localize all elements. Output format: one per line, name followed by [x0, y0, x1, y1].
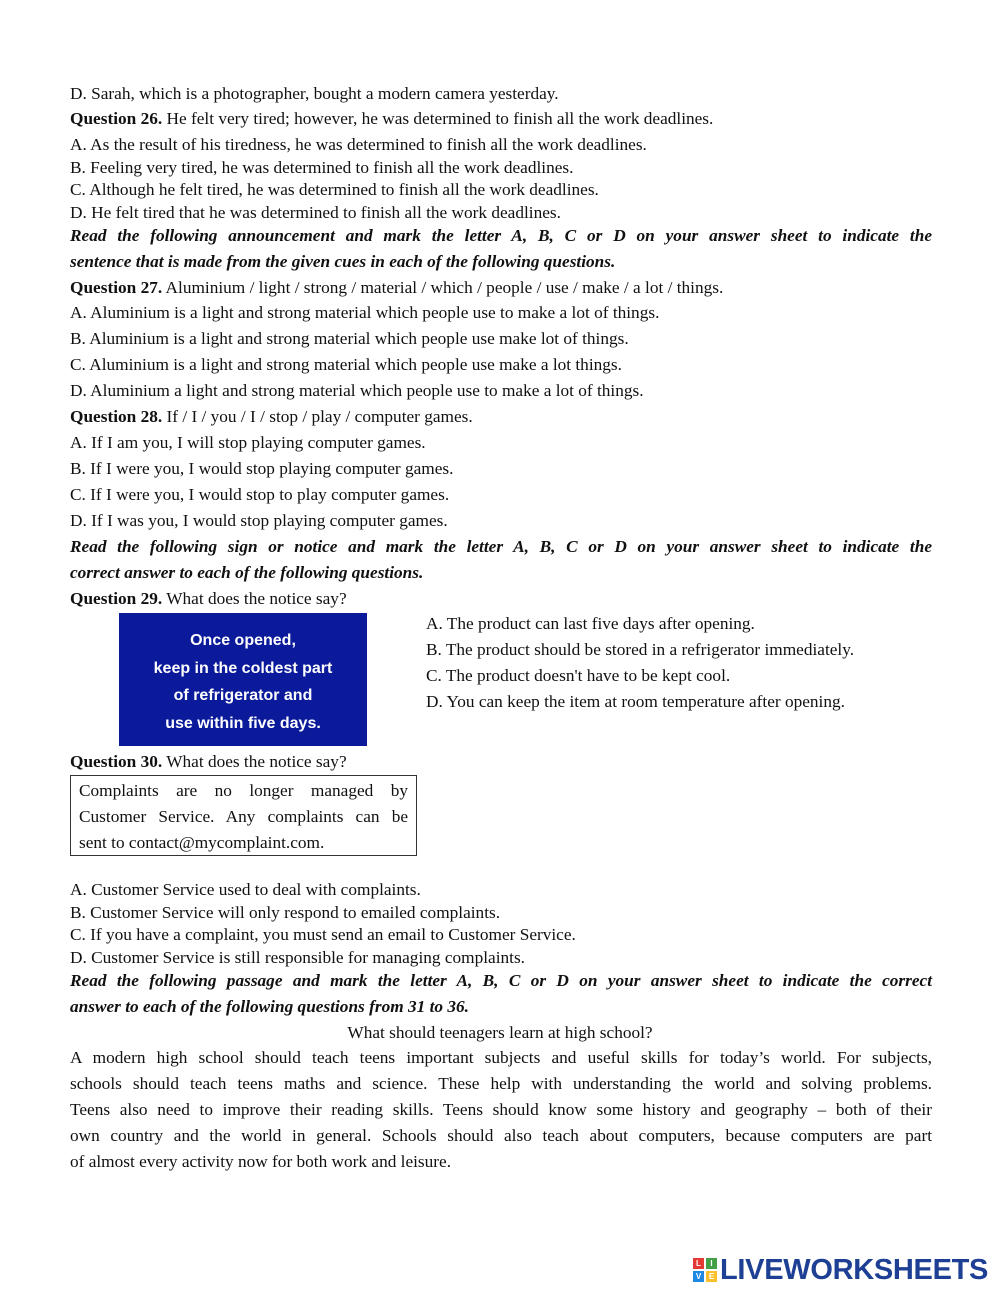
instruction-2-line-2: correct answer to each of the following questions.	[70, 563, 424, 582]
logo-cube-letter: E	[706, 1271, 717, 1282]
q28-option-a: A. If I am you, I will stop playing computer games.	[70, 433, 426, 452]
q25-option-d: D. Sarah, which is a photographer, bought a modern camera yesterday.	[70, 84, 559, 103]
q30-option-a: A. Customer Service used to deal with complaints.	[70, 880, 421, 899]
notice-line: use within five days.	[165, 714, 321, 732]
notice-line: Complaints are no longer managed by	[79, 781, 408, 800]
passage-title: What should teenagers learn at high school?	[347, 1023, 653, 1042]
q28-prompt: Question 28. If / I / you / I / stop / play / computer games.	[70, 407, 473, 426]
notice-line: of refrigerator and	[173, 687, 313, 704]
instruction-3-line-2: answer to each of the following questions from 31 to 36.	[70, 997, 469, 1016]
q28-label: Question 28.	[70, 407, 163, 426]
q28-option-c: C. If I were you, I would stop to play computer games.	[70, 485, 450, 504]
q27-prompt: Question 27. Aluminium / light / strong / material / which / people / use / make / a lot / things.	[70, 278, 724, 297]
liveworksheets-logo[interactable]	[693, 1255, 988, 1285]
q27-option-a: A. Aluminium is a light and strong material which people use to make a lot of things.	[70, 303, 660, 322]
q28-option-b: B. If I were you, I would stop playing computer games.	[70, 459, 454, 478]
q29-option-a: A. The product can last five days after opening.	[426, 614, 755, 633]
q30-notice-box	[70, 775, 417, 856]
q29-option-d: D. You can keep the item at room temperature after opening.	[426, 692, 845, 711]
q26-label: Question 26.	[70, 109, 163, 128]
passage-body	[70, 1045, 932, 1175]
instruction-1-line-2: sentence that is made from the given cues in each of the following questions.	[70, 252, 616, 271]
q29-prompt: Question 29. What does the notice say?	[70, 589, 347, 608]
q30-option-d: D. Customer Service is still responsible for managing complaints.	[70, 948, 525, 967]
q26-option-b: B. Feeling very tired, he was determined to finish all the work deadlines.	[70, 158, 574, 177]
notice-line: Once opened,	[190, 632, 296, 649]
logo-cube-letter: I	[706, 1258, 717, 1269]
q30-option-b: B. Customer Service will only respond to emailed complaints.	[70, 903, 501, 922]
q30-prompt: Question 30. What does the notice say?	[70, 752, 347, 771]
notice-line: keep in the coldest part	[153, 659, 333, 677]
instruction-2-line-1: Read the following sign or notice and mark the letter A, B, C or D on your answer sheet to indicate the	[70, 537, 932, 556]
logo-cube-icon	[693, 1258, 717, 1282]
logo-text: LIVEWORKSHEETS	[720, 1254, 989, 1286]
logo-cube-letter: V	[693, 1271, 704, 1282]
q29-notice-sign	[119, 613, 367, 746]
q27-option-d: D. Aluminium a light and strong material which people use to make a lot of things.	[70, 381, 644, 400]
passage-line: Teens also need to improve their reading skills. Teens should know some history and geography – both of their	[70, 1100, 932, 1119]
q27-option-b: B. Aluminium is a light and strong material which people use make lot of things.	[70, 329, 629, 348]
q28-option-d: D. If I was you, I would stop playing computer games.	[70, 511, 448, 530]
q27-option-c: C. Aluminium is a light and strong material which people use make a lot things.	[70, 355, 622, 374]
q29-option-c: C. The product doesn't have to be kept cool.	[426, 666, 731, 685]
q26-option-d: D. He felt tired that he was determined to finish all the work deadlines.	[70, 203, 561, 222]
q26-prompt: Question 26. He felt very tired; however, he was determined to finish all the work deadlines.	[70, 109, 714, 128]
q29-option-b: B. The product should be stored in a refrigerator immediately.	[426, 640, 855, 659]
q26-option-c: C. Although he felt tired, he was determined to finish all the work deadlines.	[70, 180, 599, 199]
instruction-3-line-1: Read the following passage and mark the letter A, B, C or D on your answer sheet to indicate the correct	[70, 971, 932, 990]
q27-label: Question 27.	[70, 278, 163, 297]
passage-line: schools should teach teens maths and science. These help with understanding the world and solving problems.	[70, 1074, 932, 1093]
logo-cube-letter: L	[693, 1258, 704, 1269]
passage-line: A modern high school should teach teens important subjects and useful skills for today’s world. For subjects,	[70, 1048, 932, 1067]
q30-option-c: C. If you have a complaint, you must send an email to Customer Service.	[70, 925, 576, 944]
passage-line: of almost every activity now for both work and leisure.	[70, 1152, 452, 1171]
passage-line: own country and the world in general. Schools should also teach about computers, because computers are part	[70, 1126, 932, 1145]
q26-option-a: A. As the result of his tiredness, he was determined to finish all the work deadlines.	[70, 135, 647, 154]
q29-label: Question 29.	[70, 589, 163, 608]
notice-line: sent to contact@mycomplaint.com.	[79, 833, 325, 852]
q30-label: Question 30.	[70, 752, 163, 771]
instruction-1-line-1: Read the following announcement and mark the letter A, B, C or D on your answer sheet to indicate the	[70, 226, 932, 245]
notice-line: Customer Service. Any complaints can be	[79, 807, 408, 826]
